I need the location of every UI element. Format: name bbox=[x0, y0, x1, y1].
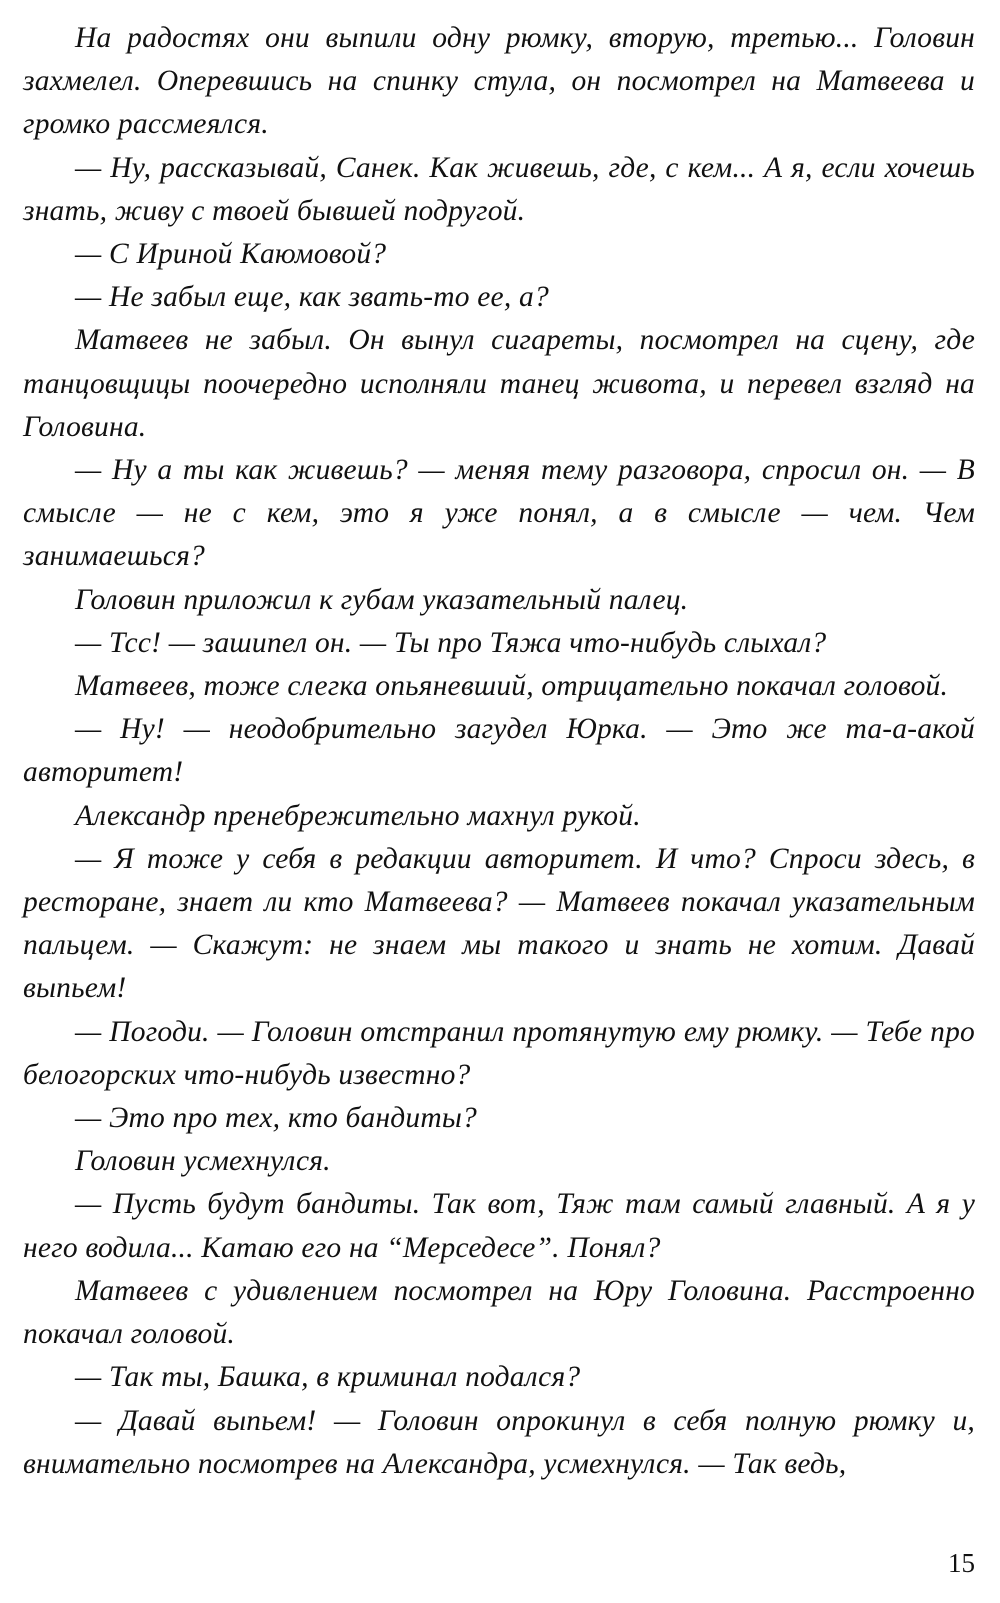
paragraph: — Погоди. — Головин отстранил протянутую ему рюмку. — Тебе про белогорских что-нибудь известно? bbox=[23, 1015, 975, 1091]
paragraph: Головин приложил к губам указательный палец. bbox=[75, 583, 689, 616]
paragraph: — С Ириной Каюмовой? bbox=[75, 238, 387, 271]
paragraph: На радостях они выпили одну рюмку, вторую, третью... Головин захмелел. Оперевшись на спинку стула, он посмотрел на Матвеева и громко рассмеялся. bbox=[23, 22, 975, 141]
paragraph: — Тсс! — зашипел он. — Ты про Тяжа что-нибудь слыхал? bbox=[75, 626, 827, 659]
paragraph: — Так ты, Башка, в криминал подался? bbox=[75, 1361, 581, 1394]
paragraph: — Не забыл еще, как звать-то ее, а? bbox=[75, 281, 549, 314]
body-text bbox=[23, 17, 975, 1486]
paragraph: Головин усмехнулся. bbox=[75, 1145, 331, 1178]
page-number: 15 bbox=[948, 1548, 975, 1578]
paragraph: — Ну, рассказывай, Санек. Как живешь, где, с кем... А я, если хочешь знать, живу с твоей бывшей подругой. bbox=[23, 151, 975, 227]
paragraph: — Это про тех, кто бандиты? bbox=[75, 1102, 477, 1135]
paragraph: — Ну а ты как живешь? — меняя тему разговора, спросил он. — В смысле — не с кем, это я уже понял, а в смысле — чем. Чем занимаешься? bbox=[23, 454, 975, 573]
paragraph: — Ну! — неодобрительно загудел Юрка. — Это же та-а-акой авторитет! bbox=[23, 713, 975, 789]
paragraph: Александр пренебрежительно махнул рукой. bbox=[75, 799, 641, 832]
paragraph: — Я тоже у себя в редакции авторитет. И что? Спроси здесь, в ресторане, знает ли кто Матвеева? — Матвеев покачал указательным пальцем. — Скажут: не знаем мы такого и знать не хотим. Давай выпьем! bbox=[23, 842, 975, 1005]
paragraph: — Пусть будут бандиты. Так вот, Тяж там самый главный. А я у него водила... Катаю его на “Мерседесе”. Понял? bbox=[23, 1188, 975, 1264]
paragraph: — Давай выпьем! — Головин опрокинул в себя полную рюмку и, внимательно посмотрев на Александра, усмехнулся. — Так ведь, bbox=[23, 1404, 975, 1480]
paragraph: Матвеев не забыл. Он вынул сигареты, посмотрел на сцену, где танцовщицы поочередно исполняли танец живота, и перевел взгляд на Головина. bbox=[23, 324, 975, 443]
paragraph: Матвеев с удивлением посмотрел на Юру Головина. Расстроенно покачал головой. bbox=[23, 1274, 975, 1351]
paragraph: Матвеев, тоже слегка опьяневший, отрицательно покачал головой. bbox=[75, 670, 949, 703]
